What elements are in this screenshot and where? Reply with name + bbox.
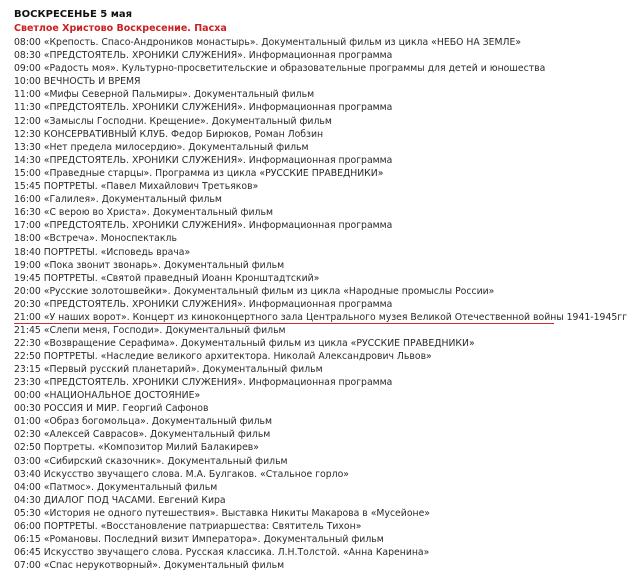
- schedule-title: «Сибирский сказочник». Документальный фильм: [43, 455, 288, 467]
- schedule-time: 04:30: [14, 494, 41, 506]
- schedule-time: 06:15: [14, 534, 41, 546]
- schedule-row: [14, 49, 554, 62]
- schedule-time: 23:15: [14, 363, 41, 375]
- schedule-title: «ПРЕДСТОЯТЕЛЬ. ХРОНИКИ СЛУЖЕНИЯ». Информационная программа: [43, 376, 393, 388]
- schedule-row: [14, 468, 554, 481]
- schedule-time: 12:30: [14, 128, 41, 140]
- schedule-time: 00:00: [14, 390, 41, 402]
- schedule-title: «ПРЕДСТОЯТЕЛЬ. ХРОНИКИ СЛУЖЕНИЯ». Информационная программа: [43, 50, 393, 62]
- schedule-row: [14, 389, 554, 402]
- schedule-row: [14, 428, 554, 441]
- schedule-time: 16:00: [14, 194, 41, 206]
- schedule-title: «Спас нерукотворный». Документальный фильм: [43, 560, 285, 572]
- schedule-row: [14, 337, 554, 350]
- schedule-time: 22:50: [14, 350, 41, 362]
- schedule-title: «У наших ворот». Концерт из киноконцертного зала Центрального музея Великой Отечественной войны 1941-1945гг: [43, 311, 627, 323]
- schedule-title: Искусство звучащего слова. М.А. Булгаков. «Стальное горло»: [43, 468, 349, 480]
- schedule-title: «Образ богомольца». Документальный фильм: [43, 416, 272, 428]
- schedule-row: [14, 441, 554, 454]
- schedule-time: 20:00: [14, 285, 41, 297]
- schedule-title: «История не одного путешествия». Выставка Никиты Макарова в «Мусейоне»: [43, 507, 430, 519]
- schedule-title: ПОРТРЕТЫ. «Святой праведный Иоанн Кронштадтский»: [43, 272, 320, 284]
- schedule-row: [14, 75, 554, 88]
- schedule-row-highlighted: [14, 311, 627, 324]
- schedule-time: 18:00: [14, 233, 41, 245]
- schedule-row: [14, 376, 554, 389]
- schedule-time: 11:30: [14, 102, 41, 114]
- schedule-row: [14, 62, 554, 75]
- schedule-row: [14, 180, 554, 193]
- schedule-time: 01:00: [14, 416, 41, 428]
- schedule-title: «Пока звонит звонарь». Документальный фильм: [43, 259, 285, 271]
- schedule-row: [14, 272, 554, 285]
- schedule-time: 13:30: [14, 141, 41, 153]
- schedule-row: [14, 193, 554, 206]
- schedule-time: 19:00: [14, 259, 41, 271]
- schedule-time: 02:50: [14, 442, 41, 454]
- schedule-time: 22:30: [14, 337, 41, 349]
- schedule-time: 03:00: [14, 455, 41, 467]
- schedule-time: 08:30: [14, 50, 41, 62]
- schedule-title: «ПРЕДСТОЯТЕЛЬ. ХРОНИКИ СЛУЖЕНИЯ». Информационная программа: [43, 298, 393, 310]
- schedule-row: [14, 36, 554, 49]
- schedule-title: Портреты. «Композитор Милий Балакирев»: [43, 442, 259, 454]
- schedule-row: [14, 128, 554, 141]
- schedule-row: [14, 232, 554, 245]
- schedule-time: 11:00: [14, 89, 41, 101]
- schedule-time: 03:40: [14, 468, 41, 480]
- schedule-title: «С верою во Христа». Документальный фильм: [43, 207, 273, 219]
- schedule-time: 12:00: [14, 115, 41, 127]
- schedule-title: ПОРТРЕТЫ. «Исповедь врача»: [43, 246, 191, 258]
- schedule-title: «Слепи меня, Господи». Документальный фильм: [43, 324, 286, 336]
- schedule-row: [14, 520, 554, 533]
- schedule-time: 15:45: [14, 181, 41, 193]
- schedule-time: 15:00: [14, 167, 41, 179]
- schedule-time: 05:30: [14, 507, 41, 519]
- schedule-time: 16:30: [14, 207, 41, 219]
- holiday-title: Светлое Христово Воскресение. Пасха: [14, 23, 227, 34]
- schedule-title: «ПРЕДСТОЯТЕЛЬ. ХРОНИКИ СЛУЖЕНИЯ». Информационная программа: [43, 220, 393, 232]
- schedule-time: 02:30: [14, 429, 41, 441]
- schedule-title: «Мифы Северной Пальмиры». Документальный фильм: [43, 89, 315, 101]
- schedule-title: «Галилея». Документальный фильм: [43, 194, 222, 206]
- schedule-time: 06:45: [14, 547, 41, 559]
- schedule-row: [14, 88, 554, 101]
- tv-schedule-list: [14, 36, 627, 572]
- schedule-time: 14:30: [14, 154, 41, 166]
- schedule-row: [14, 455, 554, 468]
- schedule-row: [14, 206, 554, 219]
- schedule-title: ДИАЛОГ ПОД ЧАСАМИ. Евгений Кира: [43, 494, 226, 506]
- schedule-row: [14, 324, 554, 337]
- schedule-title: «Встреча». Моноспектакль: [43, 233, 177, 245]
- schedule-title: «Нет предела милосердию». Документальный фильм: [43, 141, 309, 153]
- schedule-title: «Крепость. Спасо-Андроников монастырь». Документальный фильм из цикла «НЕБО НА ЗЕМЛЕ»: [43, 37, 522, 48]
- schedule-header: [14, 8, 227, 36]
- schedule-title: ПОРТРЕТЫ. «Наследие великого архитектора. Николай Александрович Львов»: [43, 350, 432, 362]
- schedule-title: ПОРТРЕТЫ. «Восстановление патриаршества: Святитель Тихон»: [43, 520, 362, 532]
- schedule-row: [14, 141, 554, 154]
- schedule-row: [14, 154, 554, 167]
- schedule-title: «Возвращение Серафима». Документальный фильм из цикла «РУССКИЕ ПРАВЕДНИКИ»: [43, 337, 475, 349]
- schedule-time: 20:30: [14, 298, 41, 310]
- schedule-row: [14, 115, 554, 128]
- schedule-title: «Замыслы Господни. Крещение». Документальный фильм: [43, 115, 332, 127]
- schedule-title: «Первый русский планетарий». Документальный фильм: [43, 363, 323, 375]
- schedule-row: [14, 494, 554, 507]
- schedule-row: [14, 285, 554, 298]
- schedule-time: 10:00: [14, 76, 41, 88]
- schedule-row: [14, 481, 554, 494]
- schedule-title: «Праведные старцы». Программа из цикла «РУССКИЕ ПРАВЕДНИКИ»: [43, 167, 384, 179]
- schedule-title: «Романовы. Последний визит Императора». Документальный фильм: [43, 534, 384, 546]
- schedule-row: [14, 533, 554, 546]
- schedule-time: 18:40: [14, 246, 41, 258]
- schedule-title: «Патмос». Документальный фильм: [43, 481, 218, 493]
- schedule-row: [14, 219, 554, 232]
- schedule-title: ВЕЧНОСТЬ И ВРЕМЯ: [43, 76, 141, 88]
- schedule-title: «Русские золотошвейки». Документальный фильм из цикла «Народные промыслы России»: [43, 285, 495, 297]
- schedule-row: [14, 259, 554, 272]
- schedule-row: [14, 546, 554, 559]
- schedule-row: [14, 101, 554, 114]
- schedule-time: 21:00: [14, 311, 41, 323]
- schedule-title: «ПРЕДСТОЯТЕЛЬ. ХРОНИКИ СЛУЖЕНИЯ». Информационная программа: [43, 102, 393, 114]
- schedule-time: 06:00: [14, 520, 41, 532]
- schedule-time: 21:45: [14, 324, 41, 336]
- schedule-time: 00:30: [14, 403, 41, 415]
- schedule-title: «НАЦИОНАЛЬНОЕ ДОСТОЯНИЕ»: [43, 390, 201, 402]
- schedule-time: 07:00: [14, 560, 41, 572]
- schedule-row: [14, 167, 554, 180]
- schedule-time: 17:00: [14, 220, 41, 232]
- schedule-time: 19:45: [14, 272, 41, 284]
- schedule-row: [14, 559, 554, 572]
- schedule-title: РОССИЯ И МИР. Георгий Сафонов: [43, 403, 209, 415]
- schedule-row: [14, 415, 554, 428]
- schedule-time: 08:00: [14, 37, 41, 48]
- schedule-time: 23:30: [14, 376, 41, 388]
- schedule-title: «ПРЕДСТОЯТЕЛЬ. ХРОНИКИ СЛУЖЕНИЯ». Информационная программа: [43, 154, 393, 166]
- schedule-title: «Алексей Саврасов». Документальный фильм: [43, 429, 271, 441]
- schedule-title: Искусство звучащего слова. Русская классика. Л.Н.Толстой. «Анна Каренина»: [43, 547, 430, 559]
- schedule-time: 04:00: [14, 481, 41, 493]
- schedule-row: [14, 402, 554, 415]
- schedule-time: 09:00: [14, 63, 41, 75]
- schedule-row: [14, 246, 554, 259]
- schedule-row: [14, 507, 554, 520]
- schedule-row: [14, 350, 554, 363]
- schedule-row: [14, 363, 554, 376]
- schedule-row: [14, 298, 554, 311]
- schedule-title: ПОРТРЕТЫ. «Павел Михайлович Третьяков»: [43, 181, 259, 193]
- schedule-title: «Радость моя». Культурно-просветительские и образовательные программы для детей и юношества: [43, 63, 546, 75]
- date-title: ВОСКРЕСЕНЬЕ 5 мая: [14, 9, 133, 20]
- schedule-title: КОНСЕРВАТИВНЫЙ КЛУБ. Федор Бирюков, Роман Лобзин: [43, 128, 324, 140]
